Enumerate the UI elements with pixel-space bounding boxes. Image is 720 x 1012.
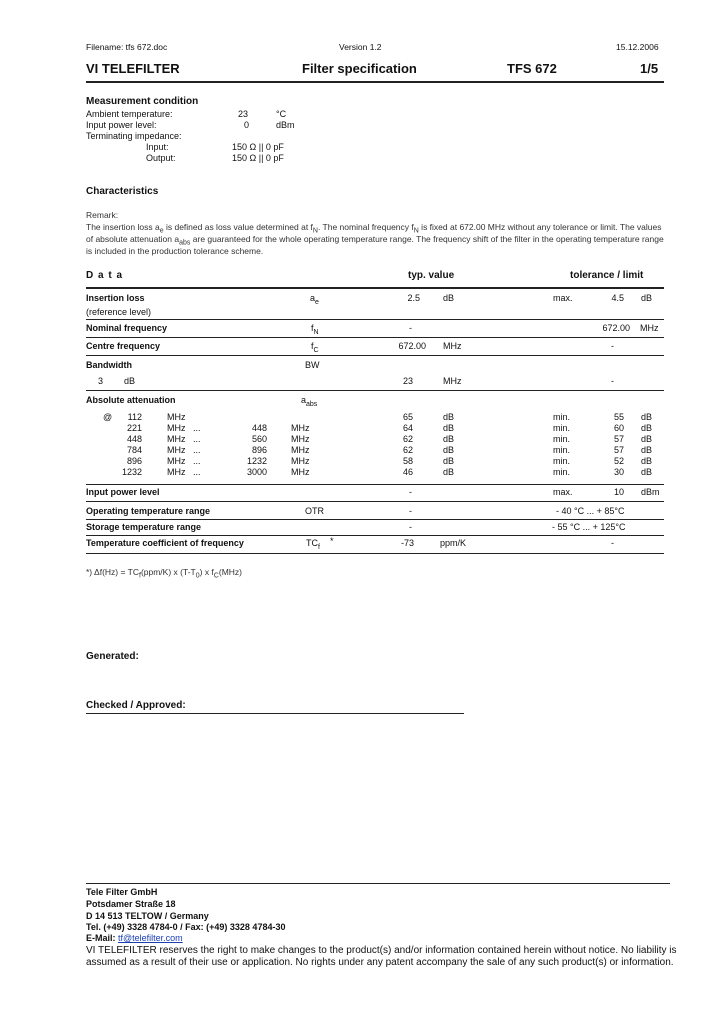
row-rule xyxy=(86,484,664,485)
att-row-typ: 64 xyxy=(402,423,413,433)
remark-label: Remark: xyxy=(86,210,119,220)
abs-att-label: Absolute attenuation xyxy=(86,395,176,405)
nominal-freq-label: Nominal frequency xyxy=(86,323,168,333)
table-top-rule xyxy=(86,287,664,289)
att-row-pre: min. xyxy=(553,412,571,422)
att-row-lim: 30 xyxy=(613,467,624,477)
att-row-lu: dB xyxy=(641,456,653,466)
storage-temp-typ: - xyxy=(409,522,412,532)
att-row-tu: dB xyxy=(443,412,455,422)
insertion-loss-tol-unit: dB xyxy=(641,293,653,303)
version: Version 1.2 xyxy=(339,42,382,52)
att-row-u1: MHz xyxy=(167,434,186,444)
input-power-tol-value: 10 xyxy=(613,487,624,497)
temp-coeff-label: Temperature coefficient of frequency xyxy=(86,538,244,548)
att-row-f2: 560 xyxy=(251,434,267,444)
header-rule xyxy=(86,81,664,83)
ambient-unit: °C xyxy=(276,109,287,119)
att-row-pre: min. xyxy=(553,456,571,466)
bandwidth-tol: - xyxy=(611,376,614,386)
att-row-lu: dB xyxy=(641,467,653,477)
bandwidth-level-unit: dB xyxy=(124,376,136,386)
input-power-typ: - xyxy=(409,487,412,497)
storage-temp-tol: - 55 °C ... + 125°C xyxy=(552,522,626,532)
abs-att-symbol: $a_{abs}$ xyxy=(301,395,318,408)
att-row-u2: MHz xyxy=(291,445,310,455)
filename: Filename: tfs 672.doc xyxy=(86,42,168,52)
att-row-dots: ... xyxy=(193,423,201,433)
att-row-dots: ... xyxy=(193,445,201,455)
att-row-u2: MHz xyxy=(291,467,310,477)
row-rule xyxy=(86,319,664,320)
att-row-typ: 58 xyxy=(402,456,413,466)
nominal-freq-typ: - xyxy=(409,323,412,333)
doc-title: Filter specification xyxy=(302,61,417,76)
att-row-u2: MHz xyxy=(291,434,310,444)
att-row-u1: MHz xyxy=(167,423,186,433)
insertion-loss-typ-unit: dB xyxy=(443,293,455,303)
att-row-tu: dB xyxy=(443,423,455,433)
remark-line-2: of absolute attenuation $a_{abs}$ are guaranteed for the whole operating temperature range. The frequency shift of the filter in the operating temperature range xyxy=(86,234,664,247)
insertion-loss-label: Insertion loss xyxy=(86,293,145,303)
att-row-u1: MHz xyxy=(167,445,186,455)
bandwidth-typ-unit: MHz xyxy=(443,376,462,386)
bandwidth-level: 3 xyxy=(98,376,104,386)
att-row-lim: 52 xyxy=(613,456,624,466)
att-row-tu: dB xyxy=(443,467,455,477)
att-row-lu: dB xyxy=(641,434,653,444)
att-row-lu: dB xyxy=(641,423,653,433)
input-power-tol-unit: dBm xyxy=(641,487,660,497)
bandwidth-label: Bandwidth xyxy=(86,360,132,370)
col-tolerance: tolerance / limit xyxy=(570,270,644,281)
att-row-u2: MHz xyxy=(291,456,310,466)
date: 15.12.2006 xyxy=(616,42,659,52)
remark-line-3: is included in the production tolerance scheme. xyxy=(86,246,264,256)
ambient-label: Ambient temperature: xyxy=(86,109,173,119)
row-rule xyxy=(86,501,664,502)
output-label: Output: xyxy=(146,153,176,163)
disclaimer-line-1: VI TELEFILTER reserves the right to make changes to the product(s) and/or information contained herein without notice. No liability is xyxy=(86,945,677,956)
att-row-lim: 57 xyxy=(613,434,624,444)
att-row-dots: ... xyxy=(193,456,201,466)
att-row-f1: 112 xyxy=(127,412,142,422)
approved-label: Checked / Approved: xyxy=(86,700,186,711)
characteristics-heading: Characteristics xyxy=(86,186,159,197)
col-typ: typ. value xyxy=(408,270,455,281)
att-row-lu: dB xyxy=(641,412,653,422)
op-temp-typ: - xyxy=(409,506,412,516)
att-row-pre: min. xyxy=(553,467,571,477)
temp-coeff-typ: -73 xyxy=(400,538,414,548)
att-row-u2: MHz xyxy=(291,423,310,433)
op-temp-label: Operating temperature range xyxy=(86,506,211,516)
abs-att-at: @ xyxy=(103,412,113,422)
att-row-dots: ... xyxy=(193,467,201,477)
footer-tel: Tel. (+49) 3328 4784-0 / Fax: (+49) 3328 4784-30 xyxy=(86,922,286,932)
att-row-lim: 60 xyxy=(613,423,624,433)
col-data: D a t a xyxy=(86,270,124,281)
table-bottom-rule xyxy=(86,553,664,554)
insertion-loss-sublabel: (reference level) xyxy=(86,307,152,317)
company-name: VI TELEFILTER xyxy=(86,61,180,76)
att-row-pre: min. xyxy=(553,423,571,433)
input-power-label: Input power level xyxy=(86,487,160,497)
footer-rule xyxy=(86,883,670,884)
impedance-label: Terminating impedance: xyxy=(86,131,182,141)
att-row-tu: dB xyxy=(443,456,455,466)
att-row-u1: MHz xyxy=(167,467,186,477)
att-row-typ: 62 xyxy=(402,445,413,455)
footer-city: D 14 513 TELTOW / Germany xyxy=(86,911,209,921)
power-label: Input power level: xyxy=(86,120,157,130)
ambient-value: 23 xyxy=(238,109,249,119)
row-rule xyxy=(86,355,664,356)
att-row-f1: 221 xyxy=(126,423,142,433)
att-row-tu: dB xyxy=(443,445,455,455)
nominal-freq-tol-value: 672.00 xyxy=(602,323,630,333)
measurement-heading: Measurement condition xyxy=(86,96,199,107)
bandwidth-symbol: BW xyxy=(305,360,320,370)
storage-temp-label: Storage temperature range xyxy=(86,522,202,532)
insertion-loss-tol-value: 4.5 xyxy=(611,293,624,303)
temp-coeff-star: * xyxy=(330,536,334,546)
att-row-u1: MHz xyxy=(167,456,186,466)
att-row-typ: 65 xyxy=(402,412,413,422)
insertion-loss-tol-prefix: max. xyxy=(553,293,573,303)
input-power-tol-prefix: max. xyxy=(553,487,573,497)
bandwidth-typ: 23 xyxy=(402,376,413,386)
footer-street: Potsdamer Straße 18 xyxy=(86,899,176,909)
insertion-loss-typ: 2.5 xyxy=(407,293,420,303)
generated-label: Generated: xyxy=(86,651,139,662)
row-rule xyxy=(86,519,664,520)
centre-freq-typ-unit: MHz xyxy=(443,341,462,351)
row-rule xyxy=(86,535,664,536)
centre-freq-typ: 672.00 xyxy=(398,341,426,351)
temp-coeff-symbol: $TC_f$ xyxy=(306,538,320,551)
part-number: TFS 672 xyxy=(507,61,557,76)
nominal-freq-tol-unit: MHz xyxy=(640,323,659,333)
att-row-lim: 55 xyxy=(613,412,624,422)
input-label: Input: xyxy=(146,142,169,152)
input-value: 150 Ω || 0 pF xyxy=(232,142,284,152)
att-row-f1: 448 xyxy=(126,434,142,444)
att-row-f2: 3000 xyxy=(246,467,267,477)
insertion-loss-symbol: $a_e$ xyxy=(310,293,319,306)
footer-email-line: E-Mail: tf@telefilter.com xyxy=(86,933,183,943)
att-row-f1: 784 xyxy=(126,445,142,455)
att-row-tu: dB xyxy=(443,434,455,444)
op-temp-tol: - 40 °C ... + 85°C xyxy=(556,506,625,516)
att-row-f1: 1232 xyxy=(121,467,142,477)
footer-company: Tele Filter GmbH xyxy=(86,887,158,897)
att-row-pre: min. xyxy=(553,445,571,455)
centre-freq-symbol: $f_C$ xyxy=(311,341,319,354)
centre-freq-tol: - xyxy=(611,341,614,351)
op-temp-symbol: OTR xyxy=(305,506,324,516)
att-row-f2: 1232 xyxy=(246,456,267,466)
row-rule xyxy=(86,337,664,338)
approved-rule xyxy=(86,713,464,714)
att-row-pre: min. xyxy=(553,434,571,444)
att-row-typ: 46 xyxy=(402,467,413,477)
centre-freq-label: Centre frequency xyxy=(86,341,161,351)
output-value: 150 Ω || 0 pF xyxy=(232,153,284,163)
att-row-f2: 448 xyxy=(251,423,267,433)
email-link[interactable]: tf@telefilter.com xyxy=(118,933,183,943)
row-rule xyxy=(86,390,664,391)
page-number: 1/5 xyxy=(640,61,659,76)
att-row-typ: 62 xyxy=(402,434,413,444)
power-value: 0 xyxy=(244,120,250,130)
att-row-lim: 57 xyxy=(613,445,624,455)
att-row-lu: dB xyxy=(641,445,653,455)
att-row-f1: 896 xyxy=(126,456,142,466)
power-unit: dBm xyxy=(276,120,295,130)
remark-line-1: The insertion loss $a_e$ is defined as loss value determined at $f_N$. The nominal frequency $f_N$ is fixed at 672.00 MHz without any tolerance or limit. The values xyxy=(86,222,662,235)
att-row-f2: 896 xyxy=(251,445,267,455)
att-row-dots: ... xyxy=(193,434,201,444)
nominal-freq-symbol: $f_N$ xyxy=(311,323,319,336)
temp-coeff-typ-unit: ppm/K xyxy=(440,538,467,548)
disclaimer-line-2: assumed as a result of their use or application. No rights under any patent accompany the sale of any such product(s) or information. xyxy=(86,957,674,968)
footnote: *) $\Delta f(Hz) = TC_f(ppm/K)$ x $(T-T_0)$ x $f_C(MHz)$ xyxy=(86,567,242,580)
att-row-u1: MHz xyxy=(167,412,186,422)
temp-coeff-tol: - xyxy=(611,538,614,548)
